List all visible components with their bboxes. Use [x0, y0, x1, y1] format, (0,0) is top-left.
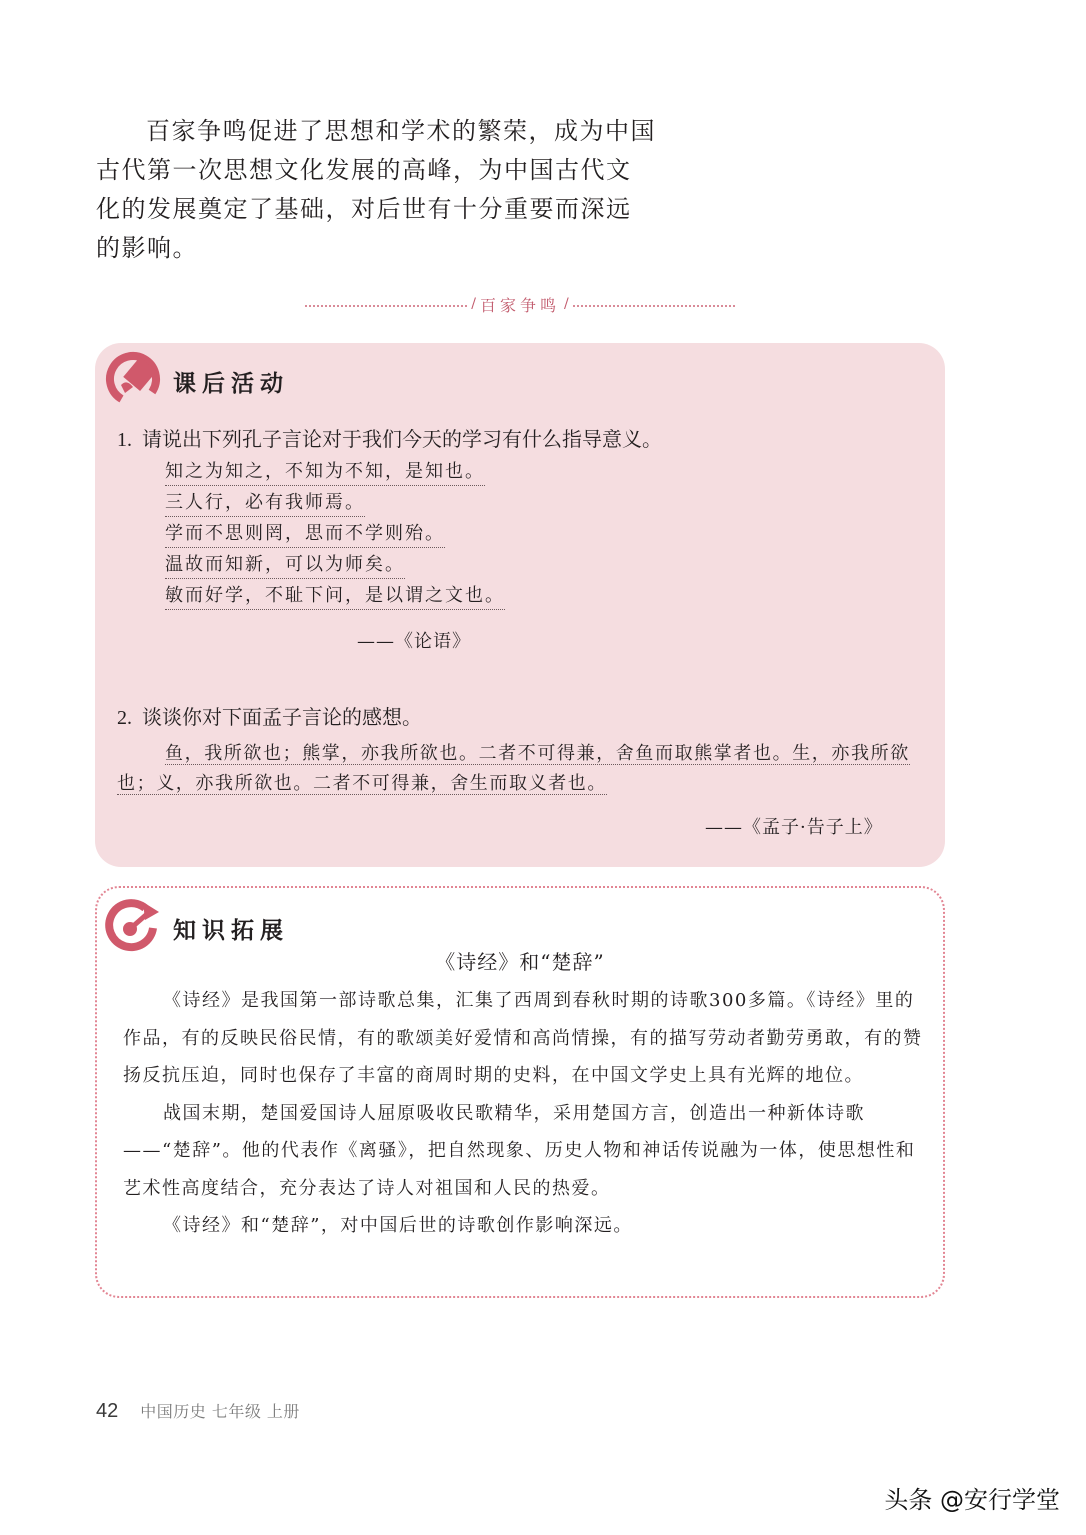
paragraph: 《诗经》和“楚辞”，对中国后世的诗歌创作影响深远。 — [163, 1215, 633, 1236]
activity-header — [105, 351, 289, 411]
knowledge-extension-box — [95, 886, 945, 1298]
source-mengzi: ——《孟子·告子上》 — [705, 817, 883, 838]
question-2: 2. 谈谈你对下面孟子言论的感想。 — [117, 705, 422, 729]
quote-line: 学而不思则罔，思而不学则殆。 — [165, 523, 445, 548]
after-class-activity-box — [95, 343, 945, 867]
page-footer — [96, 1399, 300, 1423]
intro-paragraph: 百家争鸣促进了思想和学术的繁荣，成为中国古代第一次思想文化发展的高峰，为中国古代文化的发展奠定了基础，对后世有十分重要而深远的影响。 — [96, 117, 656, 262]
book-title: 中国历史 七年级 上册 — [140, 1402, 300, 1421]
quote-line: 敏而好学，不耻下问，是以谓之文也。 — [165, 585, 505, 610]
divider-label: 百家争鸣 — [480, 295, 561, 315]
section-divider: / 百家争鸣 / — [305, 292, 735, 316]
activity-title: 课后活动 — [173, 370, 289, 397]
pen-check-icon — [105, 351, 161, 411]
paragraph: 战国末期，楚国爱国诗人屈原吸收民歌精华，采用楚国方言，创造出一种新体诗歌——“楚辞”。他的代表作《离骚》，把自然现象、历史人物和神话传说融为一体，使思想性和艺术性高度结合，充分表达了诗人对祖国和人民的热爱。 — [123, 1102, 916, 1199]
extension-subtitle: 《诗经》和“楚辞” — [435, 950, 605, 974]
quote-line: 温故而知新，可以为师矣。 — [165, 554, 405, 579]
extension-title: 知识拓展 — [173, 917, 289, 944]
confucius-quotes — [165, 461, 505, 616]
question-1: 1. 请说出下列孔子言论对于我们今天的学习有什么指导意义。 — [117, 427, 662, 451]
source-lunyu: ——《论语》 — [357, 631, 471, 652]
quote-line: 三人行，必有我师焉。 — [165, 492, 365, 517]
mengzi-quote: 鱼，我所欲也；熊掌，亦我所欲也。二者不可得兼，舍鱼而取熊掌者也。生，亦我所欲也；义，亦我所欲也。二者不可得兼，舍生而取义者也。 — [117, 743, 910, 794]
watermark: 头条 @安行学堂 — [884, 1486, 1060, 1514]
page-number: 42 — [96, 1400, 119, 1422]
quote-line: 知之为知之，不知为不知，是知也。 — [165, 461, 485, 486]
extension-body — [123, 982, 923, 1245]
paragraph: 《诗经》是我国第一部诗歌总集，汇集了西周到春秋时期的诗歌300多篇。《诗经》里的作品，有的反映民俗民情，有的歌颂美好爱情和高尚情操，有的描写劳动者勤劳勇敢，有的赞扬反抗压迫，同时也保存了丰富的商周时期的史料，在中国文学史上具有光辉的地位。 — [123, 990, 923, 1086]
